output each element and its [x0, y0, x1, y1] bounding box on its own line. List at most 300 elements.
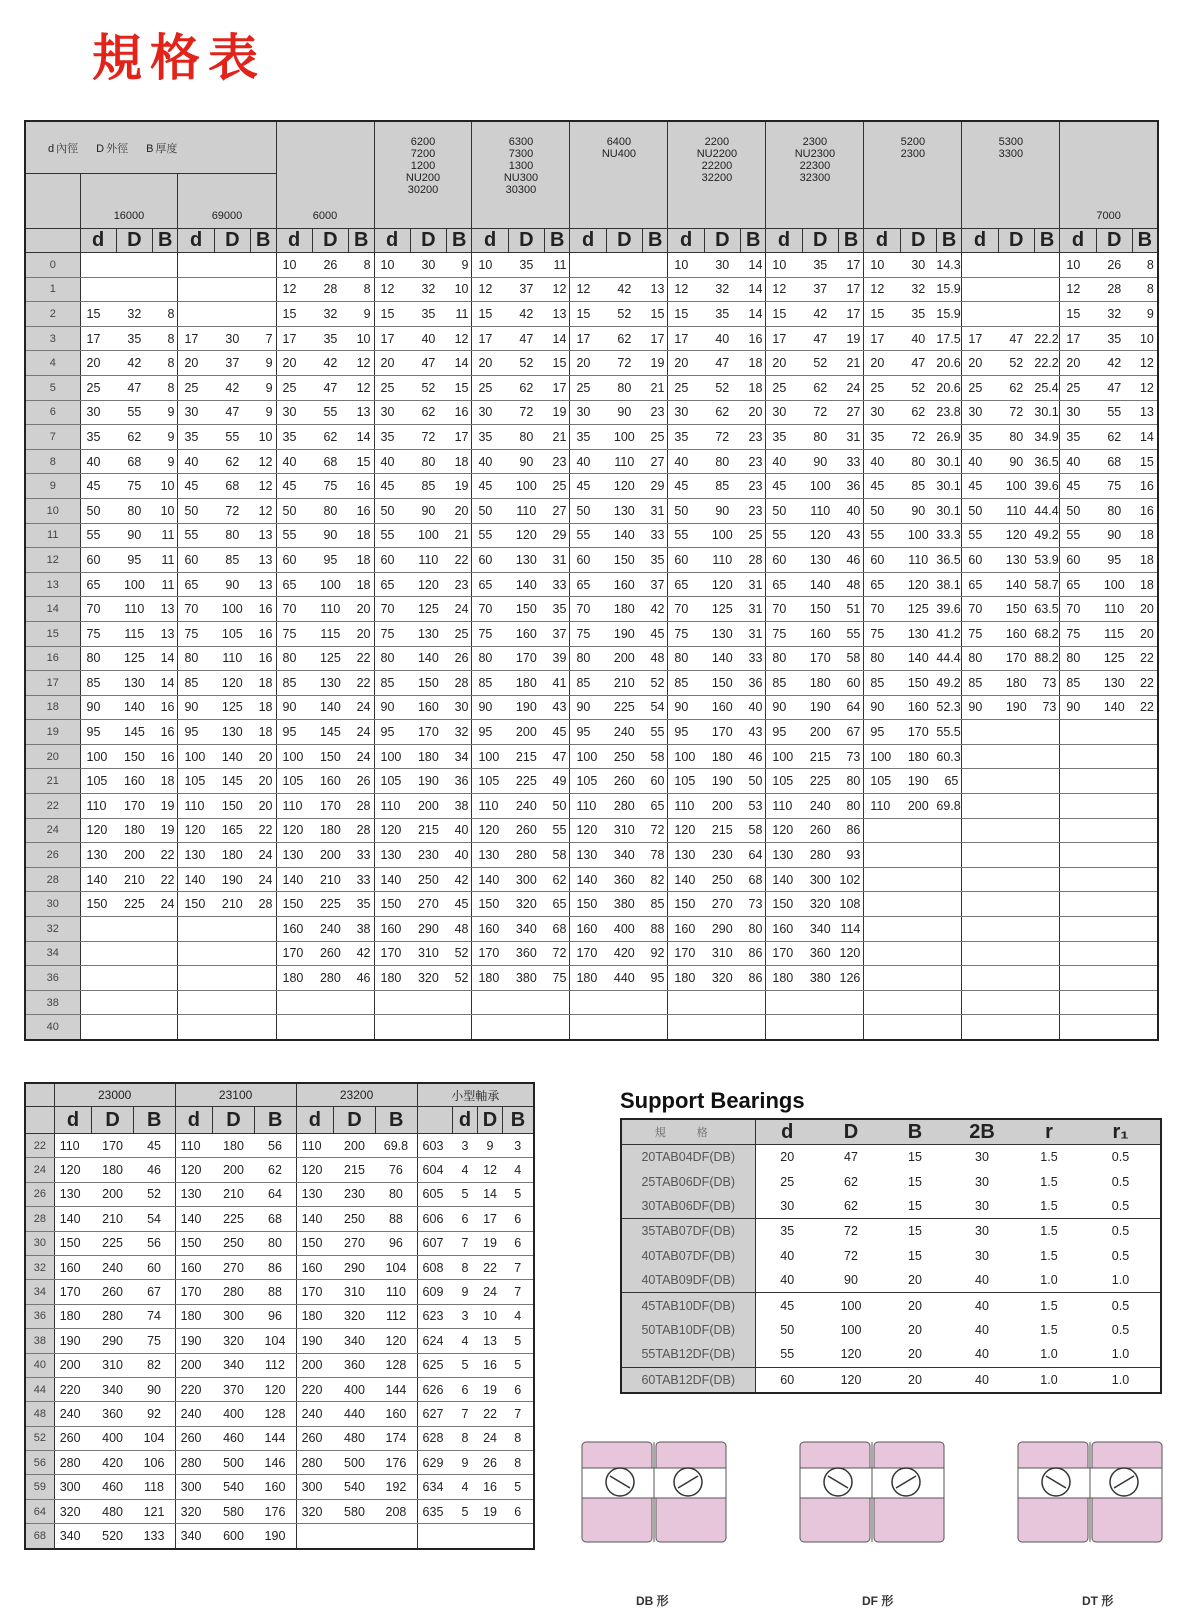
cell: 160: [116, 769, 152, 794]
cell: [1132, 720, 1157, 745]
table-row: [25, 523, 1158, 548]
cell: 140: [570, 867, 606, 892]
row-index: 44: [25, 1377, 54, 1401]
cell: 85: [178, 671, 214, 696]
cell: 80: [276, 646, 312, 671]
cell: [1060, 917, 1096, 942]
col-B-header: B: [838, 229, 863, 253]
cell: 25: [80, 375, 116, 400]
col-d-header: d: [178, 229, 214, 253]
cell: 45: [374, 474, 410, 499]
cell: [606, 253, 642, 278]
cell: 31: [740, 621, 765, 646]
cell: 180: [704, 744, 740, 769]
cell: [962, 941, 998, 966]
legend-d-note: 內徑: [56, 142, 79, 155]
cell: 170: [374, 941, 410, 966]
cell: 62: [116, 425, 152, 450]
cell: [570, 1015, 606, 1040]
cell: 200: [802, 720, 838, 745]
cell: 55: [570, 523, 606, 548]
col-D-header: D: [704, 229, 740, 253]
cell: 45: [80, 474, 116, 499]
cell: [962, 917, 998, 942]
table-row: [25, 1231, 534, 1255]
index-header: [25, 229, 80, 253]
table-row: [25, 867, 1158, 892]
row-index: 3: [25, 326, 80, 351]
cell: 90: [962, 695, 998, 720]
cell: 30: [80, 400, 116, 425]
group-line: 22300: [799, 160, 831, 172]
cell: 50: [570, 498, 606, 523]
row-index: 12: [25, 548, 80, 573]
cell: 19: [544, 400, 569, 425]
cell: [250, 1015, 276, 1040]
cell: 16: [153, 695, 178, 720]
cell: 9: [153, 400, 178, 425]
cell: [962, 867, 998, 892]
cell: 62: [508, 375, 544, 400]
cell: 36: [740, 671, 765, 696]
cell: 170: [998, 646, 1034, 671]
cell: 38: [447, 794, 472, 819]
cell: 360: [508, 941, 544, 966]
cell: 80: [900, 449, 936, 474]
cell: [116, 917, 152, 942]
cell: 11: [544, 253, 569, 278]
cell: 20: [740, 400, 765, 425]
cell: 23: [447, 572, 472, 597]
col-d-header: d: [962, 229, 998, 253]
cell: 33: [642, 523, 667, 548]
cell: 35: [766, 425, 802, 450]
cell: 75: [1060, 621, 1096, 646]
cell: 60: [642, 769, 667, 794]
diagram-label-df: DF 形: [862, 1594, 894, 1608]
cell: 65: [472, 572, 508, 597]
support-header-4: 2B: [947, 1119, 1017, 1145]
cell: 75: [374, 621, 410, 646]
group-line: 3300: [998, 148, 1024, 160]
cell: 17: [838, 277, 863, 302]
group-line: 2300: [802, 136, 828, 148]
cell: 10: [472, 253, 508, 278]
group-line: 1200: [410, 160, 436, 172]
cell: 120: [410, 572, 446, 597]
row-index: 48: [25, 1402, 54, 1426]
table-row: [25, 646, 1158, 671]
cell: 35: [374, 425, 410, 450]
cell: 130: [900, 621, 936, 646]
cell: 35: [1096, 326, 1132, 351]
cell: 200: [92, 1182, 134, 1206]
cell: 15.9: [936, 277, 962, 302]
cell: 45: [766, 474, 802, 499]
cell: 15: [1132, 449, 1157, 474]
cell: 55: [544, 818, 569, 843]
support-bearings-title: Support Bearings: [620, 1088, 805, 1113]
cell: 112: [254, 1353, 296, 1377]
cell: 30: [975, 1248, 989, 1263]
cell: 121: [133, 1499, 175, 1523]
col-d-header: d: [668, 229, 704, 253]
cell: 80: [254, 1231, 296, 1255]
cell: 28: [740, 548, 765, 573]
cell: 170: [704, 720, 740, 745]
cell: 140: [766, 867, 802, 892]
cell: [962, 720, 998, 745]
cell: 30: [780, 1198, 795, 1213]
cell: 40: [864, 449, 900, 474]
cell: 626: [417, 1377, 452, 1401]
cell: 80: [80, 646, 116, 671]
cell: 120: [802, 523, 838, 548]
cell: 144: [375, 1377, 417, 1401]
page-title: 規格表: [92, 29, 266, 87]
dt-arrangement-icon: [1016, 1440, 1166, 1550]
cell: 42: [802, 302, 838, 327]
table-row: [25, 892, 1158, 917]
table-row: [25, 1426, 534, 1450]
cell: 80: [508, 425, 544, 450]
cell: 1.5: [1017, 1219, 1081, 1244]
cell: 140: [508, 572, 544, 597]
cell: 140: [312, 695, 348, 720]
row-index: 10: [25, 498, 80, 523]
cell: [80, 277, 116, 302]
cell: 30: [472, 400, 508, 425]
cell: 130: [766, 843, 802, 868]
cell: 130: [175, 1182, 213, 1206]
cell: 17: [178, 326, 214, 351]
cell: [276, 990, 312, 1015]
row-index: 2: [25, 302, 80, 327]
cell: [900, 966, 936, 991]
col-D-header: D: [214, 229, 250, 253]
cell: 310: [704, 941, 740, 966]
cell: 270: [410, 892, 446, 917]
cell: 15: [276, 302, 312, 327]
cell: 50: [962, 498, 998, 523]
cell: 35: [349, 892, 375, 917]
row-index: 24: [25, 818, 80, 843]
cell: [1034, 818, 1060, 843]
cell: 20: [883, 1367, 947, 1393]
cell: 12: [276, 277, 312, 302]
group-line: 7200: [410, 148, 436, 160]
support-header-6: r₁: [1081, 1119, 1161, 1145]
cell: 20.6: [936, 351, 962, 376]
cell: [1096, 818, 1132, 843]
cell: [740, 990, 765, 1015]
cell: [1060, 1015, 1096, 1040]
cell: 16: [250, 621, 276, 646]
cell: 75: [570, 621, 606, 646]
cell: 90: [374, 695, 410, 720]
cell: 240: [508, 794, 544, 819]
cell: 320: [410, 966, 446, 991]
cell: 70: [276, 597, 312, 622]
cell: [1060, 818, 1096, 843]
cell: 20: [250, 744, 276, 769]
cell: 19: [153, 794, 178, 819]
cell: 180: [175, 1304, 213, 1328]
cell: 65: [936, 769, 962, 794]
cell: 8: [453, 1426, 478, 1450]
cell: 40: [962, 449, 998, 474]
row-index: 9: [25, 474, 80, 499]
cell: 30: [276, 400, 312, 425]
cell: 16: [250, 646, 276, 671]
cell: 60: [962, 548, 998, 573]
cell: 125: [1096, 646, 1132, 671]
cell: 3: [503, 1134, 534, 1158]
cell: 85: [668, 671, 704, 696]
table-row: [25, 498, 1158, 523]
cell: 45: [544, 720, 569, 745]
cell: 44.4: [936, 646, 962, 671]
cell: 70: [766, 597, 802, 622]
cell: 105: [178, 769, 214, 794]
cell: 208: [375, 1499, 417, 1523]
cell: [1034, 277, 1060, 302]
table-row: [25, 1377, 534, 1401]
cell: 25.4: [1034, 375, 1060, 400]
cell: 55: [780, 1347, 795, 1362]
cell: 67: [838, 720, 863, 745]
cell: 26: [447, 646, 472, 671]
col-D-header: D: [312, 229, 348, 253]
cell: 130: [704, 621, 740, 646]
cell: 190: [802, 695, 838, 720]
cell: 110: [508, 498, 544, 523]
cell: 75: [178, 621, 214, 646]
cell: [998, 843, 1034, 868]
cell: 7: [503, 1402, 534, 1426]
cell: 90: [998, 449, 1034, 474]
cell: 72: [704, 425, 740, 450]
cell: 120: [606, 474, 642, 499]
cell: 24: [838, 375, 863, 400]
cell: 15.9: [936, 302, 962, 327]
cell: 80: [312, 498, 348, 523]
cell: 13: [153, 621, 178, 646]
cell: 260: [606, 769, 642, 794]
row-index: 5: [25, 375, 80, 400]
cell: 72: [642, 818, 667, 843]
cell: 85: [864, 671, 900, 696]
cell: 170: [296, 1280, 334, 1304]
cell: 65: [864, 572, 900, 597]
cell: 75: [864, 621, 900, 646]
col-D-header: D: [802, 229, 838, 253]
cell: [606, 1015, 642, 1040]
cell: 460: [213, 1426, 255, 1450]
cell: 160: [254, 1475, 296, 1499]
cell: 170: [175, 1280, 213, 1304]
cell: 5: [503, 1182, 534, 1206]
table-row: [25, 1475, 534, 1499]
cell: 70: [864, 597, 900, 622]
cell: 125: [410, 597, 446, 622]
group-line: 22200: [701, 160, 733, 172]
cell: 120: [80, 818, 116, 843]
cell: 23: [740, 449, 765, 474]
cell: 40: [447, 818, 472, 843]
cell: 14: [447, 351, 472, 376]
cell: 340: [92, 1377, 134, 1401]
cell: [116, 253, 152, 278]
cell: 85: [570, 671, 606, 696]
cell: 340: [334, 1329, 376, 1353]
cell: 120: [840, 1347, 862, 1362]
cell: 20: [780, 1150, 795, 1165]
cell: 31: [740, 597, 765, 622]
support-row: [621, 1342, 1161, 1367]
col-B-header: B: [447, 229, 472, 253]
cell: [410, 1015, 446, 1040]
cell: 95: [766, 720, 802, 745]
cell: 35: [704, 302, 740, 327]
cell: 100: [998, 474, 1034, 499]
cell: [1034, 720, 1060, 745]
cell: 115: [1096, 621, 1132, 646]
cell: 46: [740, 744, 765, 769]
group-line: NU200: [405, 172, 441, 184]
cell: 100: [802, 474, 838, 499]
support-row: [621, 1145, 1161, 1170]
cell: 30: [570, 400, 606, 425]
cell: 180: [54, 1304, 92, 1328]
cell: 260: [312, 941, 348, 966]
cell: 80: [802, 425, 838, 450]
cell: 12: [1060, 277, 1096, 302]
cell: 110: [54, 1134, 92, 1158]
cell: 14: [153, 646, 178, 671]
cell: 22: [349, 671, 375, 696]
cell: 170: [410, 720, 446, 745]
cell: 130: [312, 671, 348, 696]
cell: 210: [116, 867, 152, 892]
cell: 27: [544, 498, 569, 523]
cell: 15: [374, 302, 410, 327]
cell: 35: [410, 302, 446, 327]
cell: 240: [92, 1255, 134, 1279]
cell: 38: [349, 917, 375, 942]
cell: 12: [864, 277, 900, 302]
cell: 90: [178, 695, 214, 720]
cell: 10: [276, 253, 312, 278]
cell: [740, 1015, 765, 1040]
support-header-1: d: [755, 1119, 819, 1145]
group-header-0: [80, 174, 178, 229]
cell: 360: [334, 1353, 376, 1377]
row-index: 21: [25, 769, 80, 794]
cell: 10: [766, 253, 802, 278]
cell: [1060, 966, 1096, 991]
row-index: 38: [25, 990, 80, 1015]
cell: 32: [410, 277, 446, 302]
cell: [1060, 744, 1096, 769]
cell: 73: [740, 892, 765, 917]
cell: 36: [447, 769, 472, 794]
cell: 140: [802, 572, 838, 597]
cell: 110: [175, 1134, 213, 1158]
cell: 30: [447, 695, 472, 720]
cell: 110: [410, 548, 446, 573]
cell: 42: [606, 277, 642, 302]
cell: [838, 990, 863, 1015]
cell: 36: [838, 474, 863, 499]
cell: 15: [883, 1219, 947, 1244]
df-arrangement-icon: [798, 1440, 948, 1550]
group-header-1: 23100: [175, 1083, 296, 1107]
cell: 60: [374, 548, 410, 573]
cell: 18: [1132, 548, 1157, 573]
support-row: [621, 1244, 1161, 1268]
cell: 55: [864, 523, 900, 548]
cell: [178, 966, 214, 991]
cell: 150: [296, 1231, 334, 1255]
cell: 24: [478, 1280, 503, 1304]
cell: 60: [766, 548, 802, 573]
cell: 110: [374, 794, 410, 819]
cell: 35: [668, 425, 704, 450]
cell: 40: [780, 1248, 795, 1263]
cell: 90: [668, 695, 704, 720]
cell: [936, 1015, 962, 1040]
cell: 120: [472, 818, 508, 843]
cell: 17: [478, 1207, 503, 1231]
cell: 30: [374, 400, 410, 425]
cell: [80, 917, 116, 942]
cell: 300: [213, 1304, 255, 1328]
cell: 20: [908, 1322, 922, 1337]
cell: [1096, 966, 1132, 991]
cell: [214, 302, 250, 327]
cell: 95: [1096, 548, 1132, 573]
cell: 105: [214, 621, 250, 646]
cell: 150: [704, 671, 740, 696]
cell: 240: [312, 917, 348, 942]
cell: 0.5: [1111, 1198, 1130, 1213]
cell: 52: [998, 351, 1034, 376]
table-row: [25, 253, 1158, 278]
cell: 180: [472, 966, 508, 991]
cell: 30.1: [936, 449, 962, 474]
cell: 62: [312, 425, 348, 450]
cell: 30: [962, 400, 998, 425]
cell: 9: [447, 253, 472, 278]
cell: [80, 253, 116, 278]
cell: 140: [116, 695, 152, 720]
cell: [962, 302, 998, 327]
cell: 88: [642, 917, 667, 942]
cell: 280: [312, 966, 348, 991]
cell: 23: [740, 425, 765, 450]
cell: 140: [1096, 695, 1132, 720]
col-spacer: [417, 1107, 452, 1134]
cell: [900, 818, 936, 843]
cell: 128: [375, 1353, 417, 1377]
cell: 146: [254, 1451, 296, 1475]
cell: 90: [472, 695, 508, 720]
cell: 120: [296, 1158, 334, 1182]
cell: 130: [410, 621, 446, 646]
cell: 180: [312, 818, 348, 843]
cell: [374, 1015, 410, 1040]
